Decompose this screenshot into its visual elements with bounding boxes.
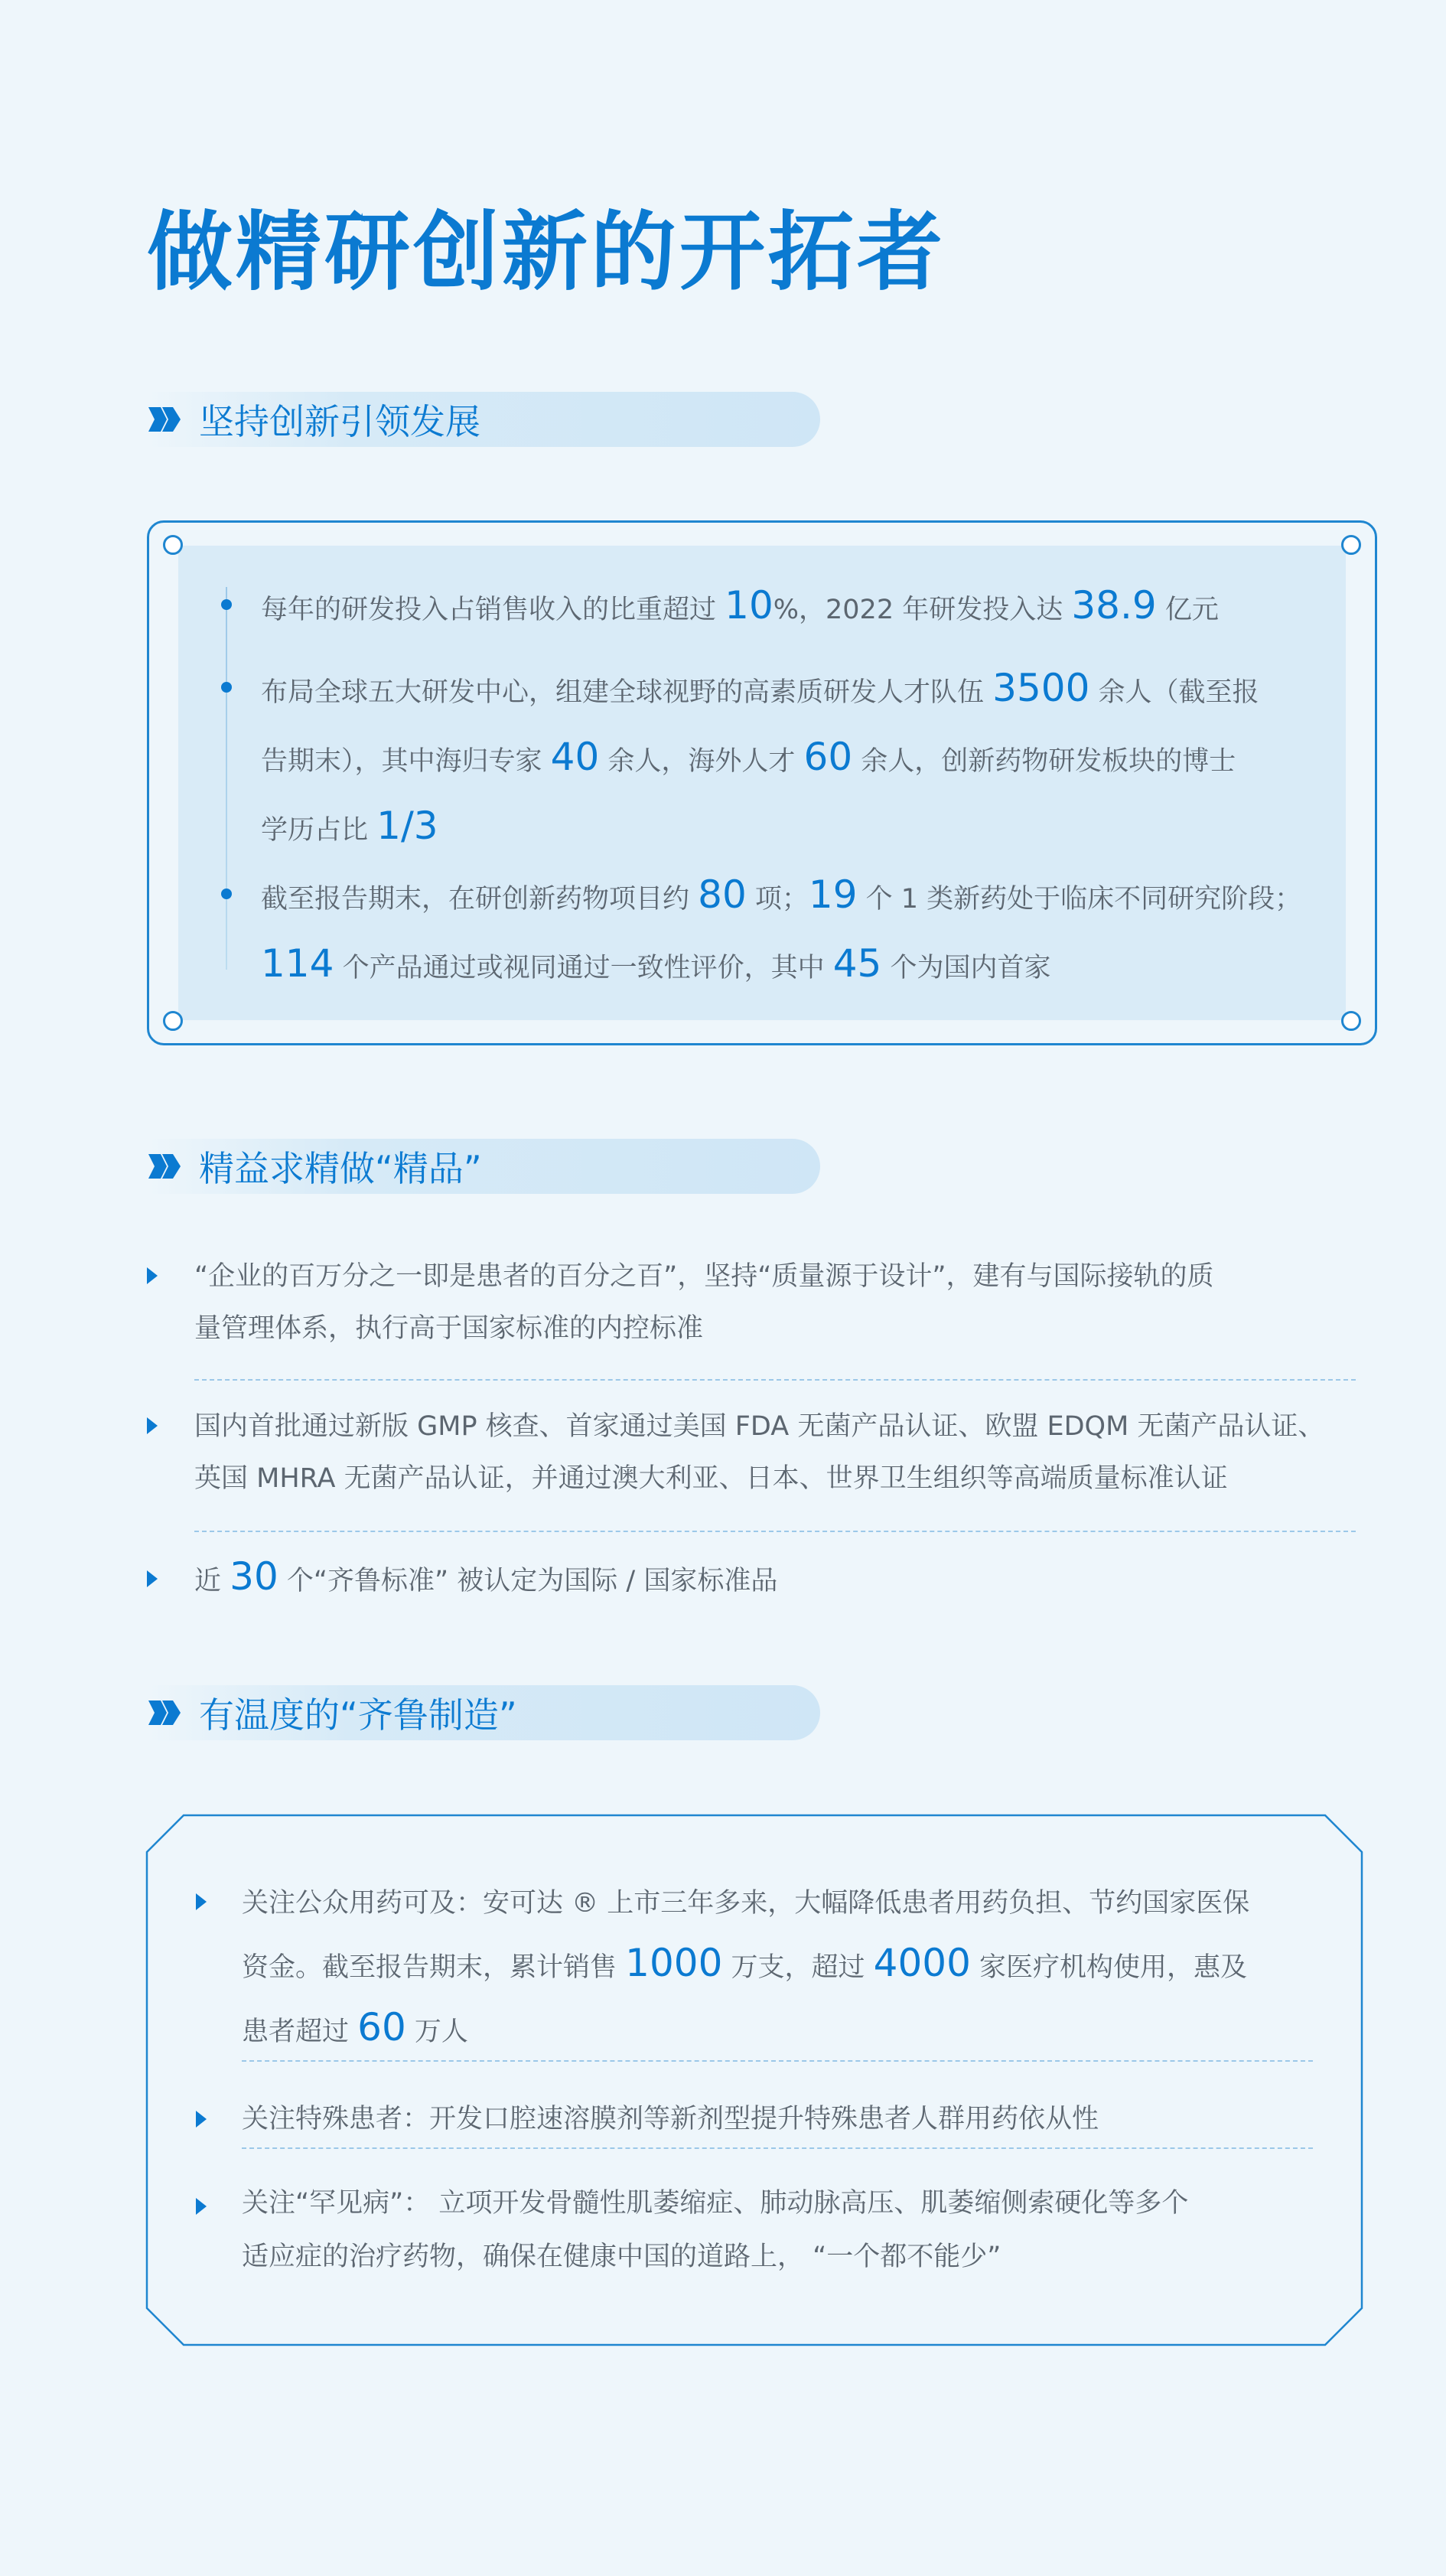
triangle-bullet-icon	[147, 1417, 158, 1434]
divider	[242, 2147, 1313, 2149]
divider	[242, 2060, 1313, 2062]
list-item: 关注公众用药可及：安可达 ® 上市三年多来，大幅降低患者用药负担、节约国家医保 资金。截至报告期末，累计销售 1000 万支，超过 4000 家医疗机构使用，惠及 患者超过 60 万人	[242, 1888, 1250, 2049]
corner-circle-icon	[1341, 1011, 1361, 1031]
corner-circle-icon	[163, 1011, 183, 1031]
section-heading-manufacturing	[147, 1685, 820, 1740]
bullet-dot-icon	[221, 682, 232, 693]
triangle-bullet-icon	[147, 1570, 158, 1587]
triangle-bullet-icon	[196, 2111, 207, 2128]
section-heading-quality	[147, 1139, 820, 1194]
manufacturing-card	[145, 1814, 1363, 2346]
double-arrow-icon	[147, 404, 182, 435]
timeline-line	[226, 587, 227, 970]
list-item: 布局全球五大研发中心，组建全球视野的高素质研发人才队伍 3500 余人（截至报 告期末），其中海归专家 40 余人，海外人才 60 余人，创新药物研发板块的博士 学历占比 1/3	[261, 666, 1259, 848]
bullet-dot-icon	[221, 889, 232, 899]
corner-circle-icon	[163, 535, 183, 555]
list-item: 每年的研发投入占销售收入的比重超过 10%，2022 年研发投入达 38.9 亿元	[261, 583, 1219, 628]
triangle-bullet-icon	[196, 1893, 207, 1910]
triangle-bullet-icon	[196, 2198, 207, 2215]
section-heading-label: 有温度的“齐鲁制造”	[199, 1694, 517, 1736]
list-item: 截至报告期末，在研创新药物项目约 80 项；19 个 1 类新药处于临床不同研究阶段； 114 个产品通过或视同通过一致性评价，其中 45 个为国内首家	[261, 872, 1302, 986]
list-item: 关注特殊患者：开发口腔速溶膜剂等新剂型提升特殊患者人群用药依从性	[242, 2104, 1099, 2134]
double-arrow-icon	[147, 1697, 182, 1728]
bullet-dot-icon	[221, 599, 232, 610]
divider	[194, 1379, 1356, 1381]
divider	[194, 1531, 1356, 1532]
double-arrow-icon	[147, 1151, 182, 1182]
section-heading-label: 精益求精做“精品”	[199, 1148, 482, 1189]
triangle-bullet-icon	[147, 1267, 158, 1284]
corner-circle-icon	[1341, 535, 1361, 555]
innovation-card	[147, 520, 1377, 1045]
page-title: 做精研创新的开拓者	[147, 203, 946, 302]
section-heading-label: 坚持创新引领发展	[199, 401, 480, 442]
section-heading-innovation	[147, 392, 820, 447]
list-item: 关注“罕见病”： 立项开发骨髓性肌萎缩症、肺动脉高压、肌萎缩侧索硬化等多个 适应症的治疗药物，确保在健康中国的道路上， “一个都不能少”	[242, 2188, 1189, 2272]
